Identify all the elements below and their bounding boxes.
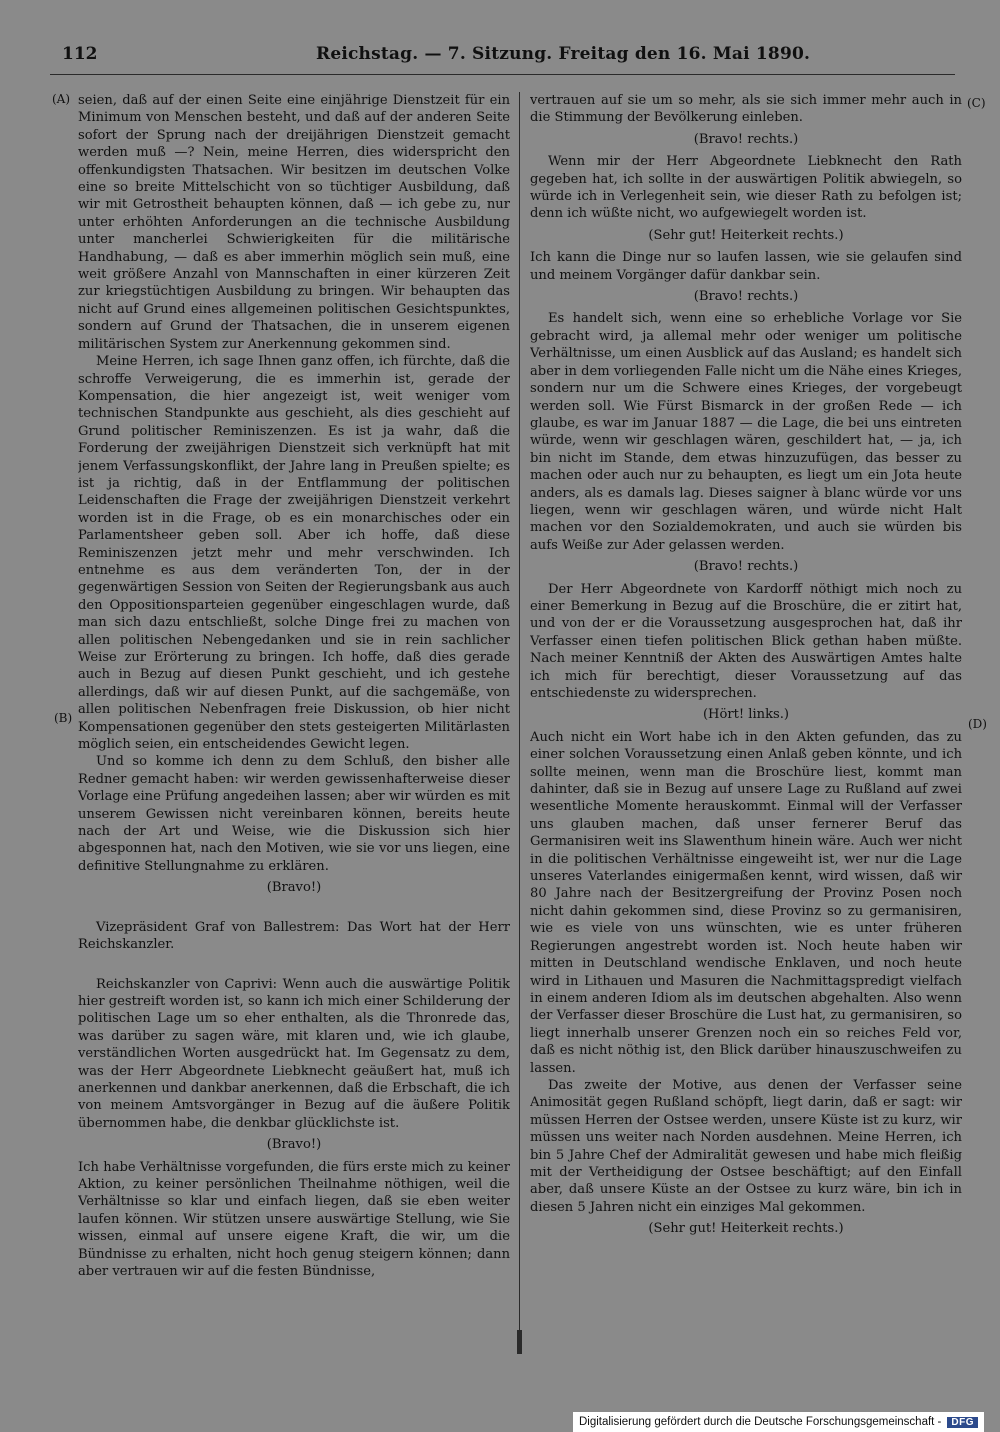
paragraph: Es handelt sich, wenn eine so erhebliche Vorlage vor Sie gebracht wird, ja allemal mehr oder weniger um politische Verhältnisse, um einen Ausblick auf das Ausland; es handelt sich aber in dem vorliegenden Falle nicht um die Nähe eines Krieges, sondern nur um die Schwere eines Krieges, der vorgebeugt werden soll. Wie Fürst Bismarck in der großen Rede — ich glaube, es war im Januar 1887 — die Lage, die bei uns eintreten würde, wenn wir geschlagen wären, geschildert hat, — ja, ich bin nicht im Stande, dem etwas hinzuzufügen, das besser zu machen oder auch nur zu behaupten, es liegt um ein Jota heute anders, als es damals lag. Dieses saigner à blanc würde vor uns liegen, wenn wir geschlagen wären, und würde nicht Halt machen vor den Sozialdemokraten, und auch sie würden bis aufs Weiße zur Ader gelassen werden. <box>530 311 962 553</box>
paragraph: Und so komme ich denn zu dem Schluß, den bisher alle Redner gemacht haben: wir werden gewissenhafterweise dieser Vorlage eine Prüfung angedeihen lassen; aber wir würden es mit unserem Gewissen nicht vereinbaren können, bereits heute nach der Art und Weise, wie die Diskussion sich hier abgesponnen hat, nach den Motiven, wie sie vor uns liegen, eine definitive Stellungnahme zu erklären. <box>78 754 510 874</box>
margin-marker-b: (B) <box>54 711 73 725</box>
paragraph: Ich kann die Dinge nur so laufen lassen, wie sie gelaufen sind und meinem Vorgänger dafür dankbar sein. <box>530 250 962 283</box>
paragraph: Ich habe Verhältnisse vorgefunden, die fürs erste mich zu keiner Aktion, zu keiner persönlichen Theilnahme nöthigen, weil die Verhältnisse so klar und einfach liegen, daß sie eben weiter laufen können. Wir stützen unsere auswärtige Stellung, wie Sie wissen, einmal auf unsere eigene Kraft, die wir, um die Bündnisse zu erhalten, nicht hoch genug steigern können; dann aber vertrauen wir auf die festen Bündnisse, <box>78 1159 510 1279</box>
margin-marker-a: (A) <box>52 92 71 106</box>
interjection: (Bravo! rechts.) <box>693 131 799 147</box>
interjection: (Bravo! rechts.) <box>693 289 799 305</box>
paragraph: Der Herr Abgeordnete von Kardorff nöthigt mich noch zu einer Bemerkung in Bezug auf die Broschüre, die er zitirt hat, und von der er die Voraussetzung ausgesprochen hat, daß ihr Verfasser einen tiefen politischen Blick gethan haben müßte. Nach meiner Kenntniß der Akten des Auswärtigen Amtes halte ich mich für berechtigt, dieser Voraussetzung auf das entschiedenste zu widersprechen. <box>530 581 962 701</box>
page-number: 112 <box>62 44 98 64</box>
interjection: (Hört! links.) <box>702 707 790 723</box>
paragraph: Meine Herren, ich sage Ihnen ganz offen, ich fürchte, daß die schroffe Verweigerung, die es immerhin ist, gerade der Kompensation, die hier angezeigt ist, weit weniger vom technischen Standpunkte aus geschieht, als dies geschieht auf Grund politischer Reminiszenzen. Es ist ja wahr, daß die Forderung der zweijährigen Dienstzeit sich verknüpft hat mit jenem Verfassungskonflikt, der Jahre lang in Preußen spielte; es ist ja richtig, daß in der Entflammung der politischen Leidenschaften die Frage der zweijährigen Dienstzeit verkehrt worden ist in die Frage, ob es ein monarchisches oder ein Parlamentsheer geben soll. Aber ich hoffe, daß diese Reminiszenzen jetzt mehr und mehr verschwinden. Ich entnehme es aus dem veränderten Ton, der in der gegenwärtigen Session von Seiten der Regierungsbank aus auch den Oppositionsparteien gegenüber eingeschlagen wurde, daß man sich dazu entschließt, solche Dinge frei zu machen von allen politischen Nebengedanken und sie in rein sachlicher Weise zur Erörterung zu bringen. Ich hoffe, daß dies gerade auch in Bezug auf diesen Punkt geschieht, und ich gestehe allerdings, daß wir auf diesen Punkt, auf die sachgemäße, von allen politischen Nebenfragen freie Diskussion, ob hier nicht Kompensationen gegenüber den stets gesteigerten Militärlasten möglich seien, ein entscheidendes Gewicht legen. <box>78 354 510 753</box>
paragraph: Auch nicht ein Wort habe ich in den Akten gefunden, das zu einer solchen Voraussetzung einen Anlaß geben könnte, und ich sollte meinen, wenn man die Broschüre liest, kommt man dahinter, daß sie in Bezug auf unsere Lage zu Rußland auf zwei wesentliche Momente herauskommt. Einmal will der Verfasser uns glauben machen, daß unser fernerer Beruf das Germanisiren weit ins Slawenthum hinein wäre. Auch wer nicht in die politischen Verhältnisse eingeweiht ist, wer nur die Lage unseres Vaterlandes einigermaßen kennt, wird wissen, daß wir 80 Jahre nach der Besitzergreifung der Provinz Posen noch nicht dahin gekommen sind, diese Provinz so zu germanisiren, wie es viele von uns wünschten, wie es unter früheren Regierungen angestrebt worden ist. Noch heute haben wir mitten in Deutschland wendische Enklaven, und noch heute wird in Lithauen und Masuren die Nachmittagspredigt vielfach in einem anderen Idiom als im deutschen abgehalten. Also wenn der Verfasser dieser Broschüre die Lust hat, zu germanisiren, so liegt innerhalb unserer Grenzen noch ein so reiches Feld vor, daß es nicht nöthig ist, den Blick darüber hinauszuschweifen zu lassen. <box>530 729 962 1076</box>
header-rule <box>50 74 955 75</box>
interjection: (Bravo!) <box>266 880 322 896</box>
digitization-footer <box>573 1412 984 1432</box>
interjection: (Bravo! rechts.) <box>693 559 799 575</box>
left-column <box>78 92 510 1342</box>
column-divider-end <box>517 1330 522 1354</box>
interjection: (Sehr gut! Heiterkeit rechts.) <box>648 227 844 243</box>
right-column <box>530 92 962 1342</box>
interjection: (Bravo!) <box>266 1137 322 1153</box>
running-title: Reichstag. — 7. Sitzung. Freitag den 16. Mai 1890. <box>316 44 811 64</box>
interjection: (Sehr gut! Heiterkeit rechts.) <box>648 1221 844 1237</box>
paragraph: Wenn mir der Herr Abgeordnete Liebknecht den Rath gegeben hat, ich sollte in der auswärtigen Politik abwiegeln, so würde ich in Verlegenheit sein, wie dieser Rath zu befolgen ist; denn ich wüßte nicht, wo aufgewiegelt worden ist. <box>530 154 962 222</box>
paragraph: vertrauen auf sie um so mehr, als sie sich immer mehr auch in die Stimmung der Bevölkerung einleben. <box>530 93 962 126</box>
page-header <box>62 44 811 68</box>
speaker-paragraph: Reichskanzler von Caprivi: Wenn auch die auswärtige Politik hier gestreift worden ist, so kann ich mich einer Schilderung der politischen Lage um so eher enthalten, als die Thronrede das, was darüber zu sagen wäre, mit klaren und, wie ich glaube, verständlichen Worten ausgedrückt hat. Im Gegensatz zu dem, was der Herr Abgeordnete Liebknecht geäußert hat, muß ich anerkennen und dankbar anerkennen, daß die Erbschaft, die ich von meinem Amtsvorgänger in Bezug auf die äußere Politik übernommen habe, die denkbar glücklichste ist. <box>78 976 510 1131</box>
dfg-logo: DFG <box>947 1417 978 1428</box>
paragraph: seien, daß auf der einen Seite eine einjährige Dienstzeit für ein Minimum von Menschen besteht, und daß auf der anderen Seite sofort der Sprung nach der dreijährigen Dienstzeit gemacht werden muß —? Nein, meine Herren, dies widerspricht den offenkundigsten Thatsachen. Wir besitzen im deutschen Volke eine so breite Mittelschicht von so tüchtiger Ausbildung, daß wir mit Getrostheit behaupten können, daß — ich gebe zu, nur unter erhöhten Anforderungen an die technische Ausbildung unter mancherlei Schwierigkeiten für die militärische Handhabung, — daß es aber immerhin möglich sein muß, eine weit größere Anzahl von Mannschaften in einer kürzeren Zeit zur kriegstüchtigen Ausbildung zu bringen. Wir behaupten das nicht auf Grund eines allgemeinen politischen Gesichtspunktes, sondern auf Grund der Thatsachen, die in unserem eigenen militärischen System zur Anerkennung gekommen sind. <box>78 93 510 352</box>
footer-text: Digitalisierung gefördert durch die Deutsche Forschungsgemeinschaft - <box>578 1416 942 1428</box>
paragraph: Das zweite der Motive, aus denen der Verfasser seine Animosität gegen Rußland schöpft, liegt darin, daß er sagt: wir müssen Herren der Ostsee werden, unsere Küste ist zu kurz, wir müssen uns weiter nach Norden ausdehnen. Meine Herren, ich bin 5 Jahre Chef der Admiralität gewesen und habe mich fleißig mit der Vertheidigung der Ostsee beschäftigt; auf den Einfall aber, daß unsere Küste an der Ostsee zu kurz wäre, bin ich in diesen 5 Jahren nicht ein einziges Mal gekommen. <box>530 1077 962 1215</box>
margin-marker-c: (C) <box>967 96 986 110</box>
column-divider <box>519 92 520 1344</box>
margin-marker-d: (D) <box>968 717 987 731</box>
speaker-paragraph: Vizepräsident Graf von Ballestrem: Das Wort hat der Herr Reichskanzler. <box>78 919 510 953</box>
